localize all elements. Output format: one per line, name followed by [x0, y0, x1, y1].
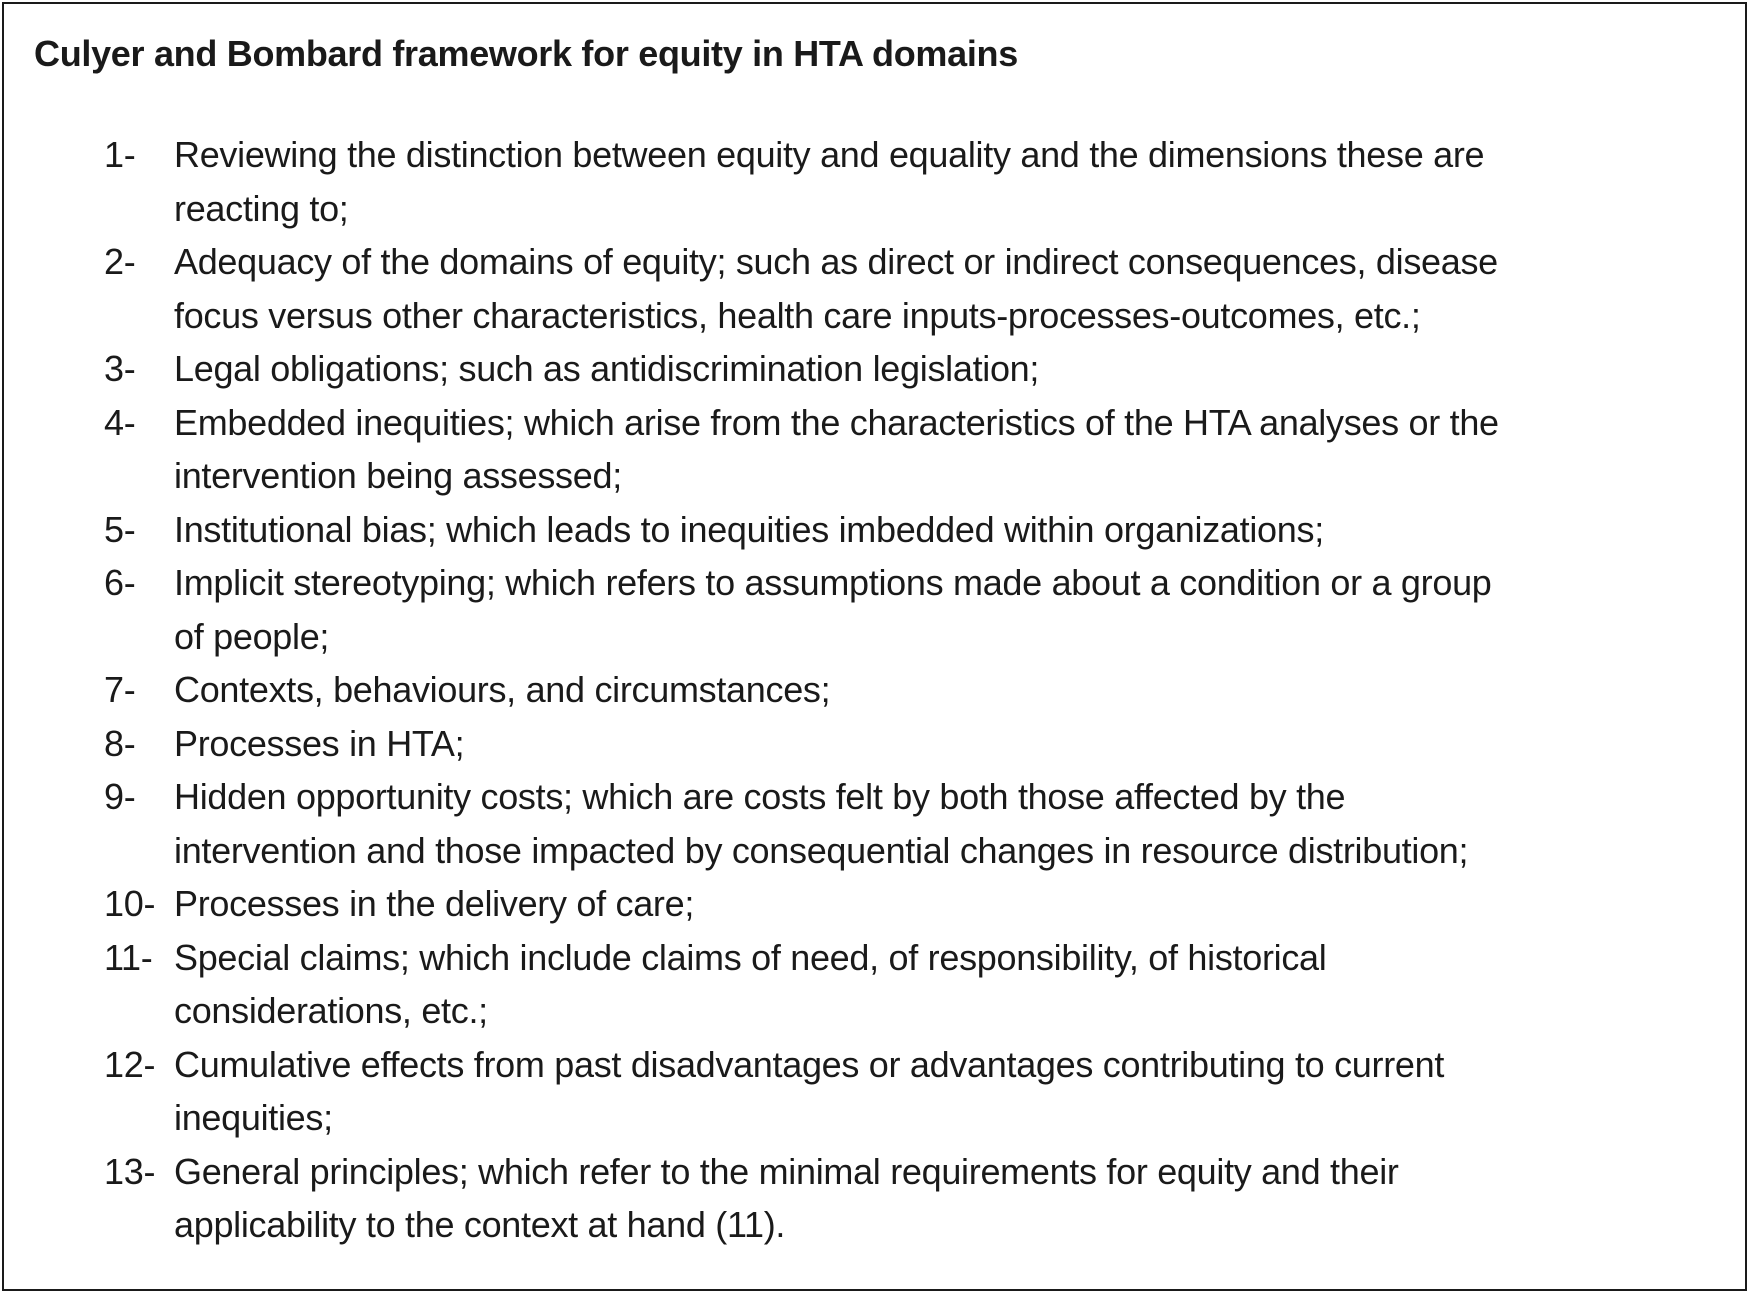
list-item [4, 342, 1749, 396]
list-item-number: 11- [104, 936, 153, 978]
list-item-number: 12- [104, 1043, 156, 1085]
list-item-number: 7- [104, 669, 136, 710]
list-item-text-line: intervention being assessed; [174, 455, 622, 496]
list-item-number: 5- [104, 508, 136, 550]
list-item [4, 1145, 1749, 1252]
framework-box [2, 2, 1747, 1291]
list-item-text-line: Cumulative effects from past disadvantages or advantages contributing to current [174, 1043, 1445, 1085]
list-item-text-line: Special claims; which include claims of need, of responsibility, of historical [174, 936, 1327, 978]
list-item [4, 556, 1749, 663]
list-item-text-line: Processes in HTA; [174, 722, 465, 764]
list-item-text-line: Legal obligations; such as antidiscrimination legislation; [174, 348, 1040, 389]
list-item [4, 877, 1749, 931]
list-item-text-line: Reviewing the distinction between equity and equality and the dimensions these are [174, 134, 1485, 175]
list-item [4, 503, 1749, 557]
list-item-number: 1- [104, 134, 136, 175]
box-title: Culyer and Bombard framework for equity in HTA domains [34, 33, 1018, 74]
list-item-text-line: intervention and those impacted by consequential changes in resource distribution; [174, 829, 1469, 871]
list-item [4, 1038, 1749, 1145]
list-item-text-line: General principles; which refer to the minimal requirements for equity and their [174, 1150, 1399, 1192]
list-item-number: 10- [104, 883, 156, 924]
list-item-number: 6- [104, 562, 136, 603]
list-item [4, 663, 1749, 717]
list-item-text-line: inequities; [174, 1097, 333, 1138]
list-item-number: 9- [104, 776, 136, 817]
list-item-text-line: of people; [174, 615, 330, 657]
list-item [4, 717, 1749, 771]
list-item-number: 8- [104, 722, 136, 764]
list-item-number: 2- [104, 241, 136, 282]
list-item [4, 770, 1749, 877]
list-item [4, 931, 1749, 1038]
framework-list [4, 128, 1749, 1252]
list-item-text-line: focus versus other characteristics, health care inputs-processes-outcomes, etc.; [174, 294, 1421, 336]
list-item [4, 235, 1749, 342]
list-item-text-line: Adequacy of the domains of equity; such as direct or indirect consequences, disease [174, 241, 1498, 282]
list-item-number: 3- [104, 348, 136, 389]
list-item-number: 4- [104, 401, 136, 443]
list-item-text-line: Embedded inequities; which arise from the characteristics of the HTA analyses or the [174, 401, 1499, 443]
list-item-text-line: reacting to; [174, 187, 349, 229]
list-item-text-line: considerations, etc.; [174, 990, 488, 1031]
list-item-text-line: Implicit stereotyping; which refers to assumptions made about a condition or a group [174, 562, 1492, 603]
list-item-text-line: Institutional bias; which leads to inequities imbedded within organizations; [174, 508, 1324, 550]
list-item-text-line: Hidden opportunity costs; which are costs felt by both those affected by the [174, 776, 1346, 817]
list-item [4, 128, 1749, 235]
list-item-text-line: Processes in the delivery of care; [174, 883, 695, 924]
list-item-text-line: applicability to the context at hand (11). [174, 1204, 786, 1245]
list-item [4, 396, 1749, 503]
list-item-number: 13- [104, 1150, 156, 1192]
list-item-text-line: Contexts, behaviours, and circumstances; [174, 669, 831, 710]
